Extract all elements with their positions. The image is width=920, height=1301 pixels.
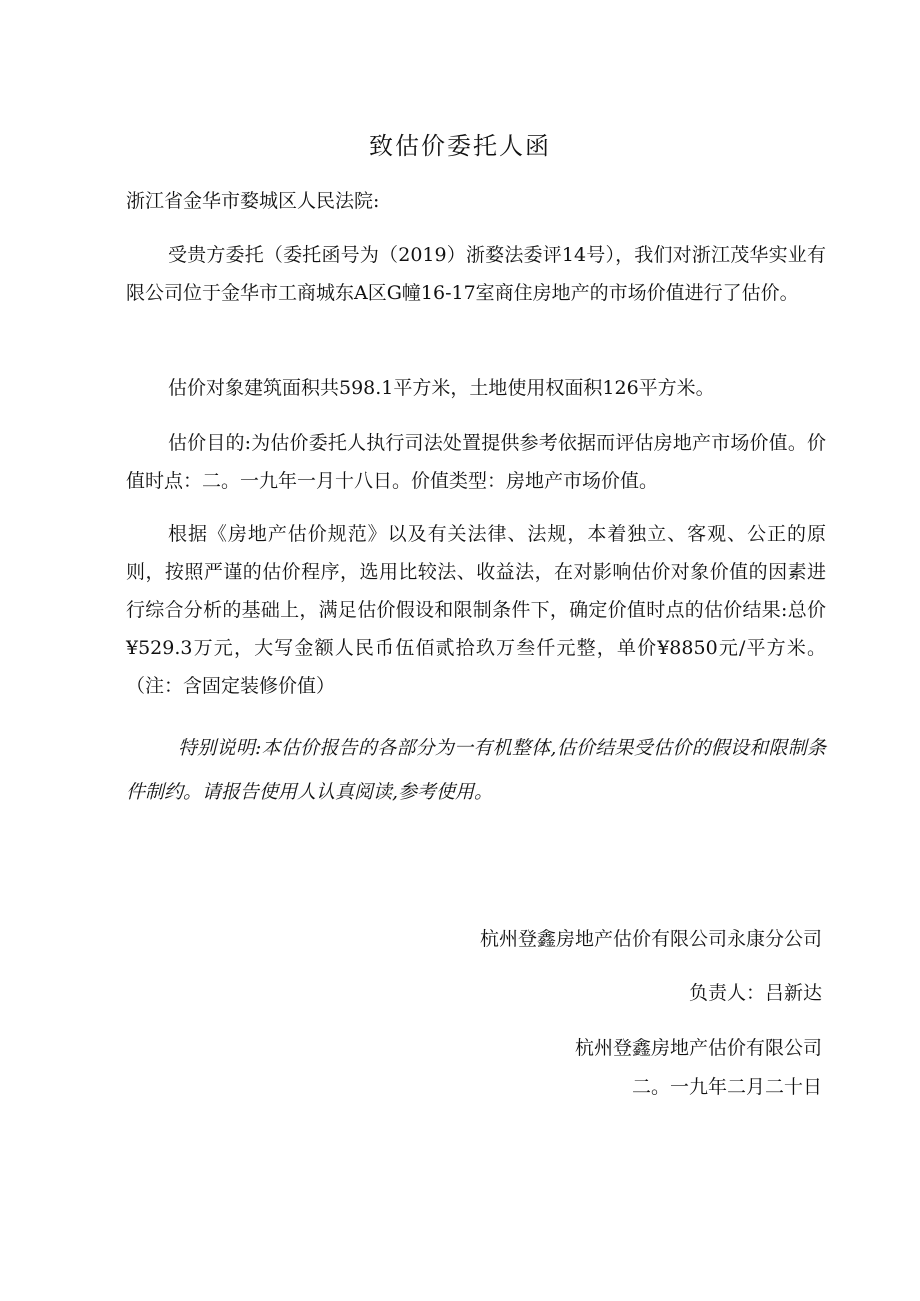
paragraph-commission: 受贵方委托（委托函号为（2019）浙婺法委评14号），我们对浙江茂华实业有限公司位于金华市工商城东A区G幢16-17室商住房地产的市场价值进行了估价。 — [126, 244, 826, 304]
special-note: 特别说明:本估价报告的各部分为一有机整体,估价结果受估价的假设和限制条件制约。请报告使用人认真阅读,参考使用。 — [126, 737, 826, 803]
signature-date: 二。一九年二月二十日 — [631, 1076, 822, 1098]
paragraph-result: 根据《房地产估价规范》以及有关法律、法规，本着独立、客观、公正的原则，按照严谨的估价程序，选用比较法、收益法，在对影响估价对象价值的因素进行综合分析的基础上，满足估价假设和限制条件下，确定价值时点的估价结果:总价¥529.3万元，大写金额人民币伍佰贰拾玖万叁仟元整，单价¥8850元/平方米。（注：含固定装修价值） — [126, 523, 826, 697]
signature-person: 负责人：吕新达 — [688, 982, 822, 1004]
page-title: 致估价委托人函 — [369, 132, 551, 160]
signature-company: 杭州登鑫房地产估价有限公司 — [574, 1037, 822, 1059]
paragraph-purpose: 估价目的:为估价委托人执行司法处置提供参考依据而评估房地产市场价值。价值时点：二。一九年一月十八日。价值类型：房地产市场价值。 — [126, 432, 826, 492]
paragraph-area: 估价对象建筑面积共598.1平方米，土地使用权面积126平方米。 — [168, 377, 715, 399]
signature-branch: 杭州登鑫房地产估价有限公司永康分公司 — [479, 928, 822, 950]
salutation: 浙江省金华市婺城区人民法院: — [126, 190, 380, 212]
